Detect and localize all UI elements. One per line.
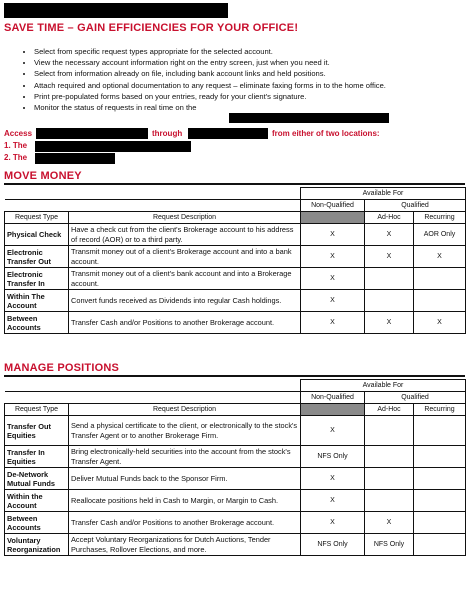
- list-item: • Print pre-populated forms based on your entries, ready for your client's signature.: [34, 91, 469, 102]
- request-type: Voluntary Reorganization: [5, 534, 69, 556]
- request-description: Deliver Mutual Funds back to the Sponsor Firm.: [69, 468, 301, 490]
- ad-hoc-value: X: [365, 224, 414, 246]
- move-money-table: [4, 187, 466, 334]
- recurring-value: [414, 490, 466, 512]
- request-type: Electronic Transfer In: [5, 268, 69, 290]
- table-row: [5, 534, 466, 556]
- request-type: Transfer Out Equities: [5, 416, 69, 446]
- request-type: Electronic Transfer Out: [5, 246, 69, 268]
- non-qualified-value: X: [301, 224, 365, 246]
- request-description: Transmit money out of a client's bank account and into a Brokerage account.: [69, 268, 301, 290]
- col-request-type: Request Type: [5, 404, 69, 416]
- recurring-value: X: [414, 312, 466, 334]
- location-2: 2. The: [4, 153, 28, 162]
- request-type: Between Accounts: [5, 312, 69, 334]
- redaction-bar: [229, 113, 389, 123]
- ad-hoc-value: [365, 416, 414, 446]
- access-through-word: through: [152, 129, 183, 138]
- recurring-value: [414, 290, 466, 312]
- access-through: [152, 129, 182, 138]
- table-row: [5, 512, 466, 534]
- recurring-value: [414, 468, 466, 490]
- table-row: [5, 416, 466, 446]
- request-description: Have a check cut from the client's Brokerage account to his address of record (AOR) or to a third party.: [69, 224, 301, 246]
- blank-cell: [5, 200, 301, 212]
- request-type: Transfer In Equities: [5, 446, 69, 468]
- non-qualified-value: NFS Only: [301, 534, 365, 556]
- non-qualified-value: X: [301, 246, 365, 268]
- section-rule: [4, 183, 465, 185]
- col-recurring: Recurring: [414, 212, 466, 224]
- ad-hoc-value: [365, 490, 414, 512]
- recurring-value: [414, 446, 466, 468]
- col-request-type: Request Type: [5, 212, 69, 224]
- col-ad-hoc: Ad-Hoc: [365, 404, 414, 416]
- redaction-bar: [35, 141, 191, 152]
- blank-cell: [5, 380, 301, 392]
- recurring-value: X: [414, 246, 466, 268]
- non-qualified-value: X: [301, 312, 365, 334]
- redaction-bar: [35, 153, 115, 164]
- non-qualified-value: X: [301, 490, 365, 512]
- non-qualified-header: Non-Qualified: [301, 200, 365, 212]
- list-item: • View the necessary account information right on the entry screen, just when you need it.: [34, 57, 469, 68]
- section-heading-move-money: MOVE MONEY: [4, 170, 82, 182]
- non-qualified-value: NFS Only: [301, 446, 365, 468]
- table-row: [5, 224, 466, 246]
- ad-hoc-value: [365, 290, 414, 312]
- col-request-description: Request Description: [69, 212, 301, 224]
- col-request-description: Request Description: [69, 404, 301, 416]
- table-row: [5, 290, 466, 312]
- list-item: [34, 102, 469, 113]
- table-row: [5, 446, 466, 468]
- non-qualified-value: X: [301, 512, 365, 534]
- col-recurring: Recurring: [414, 404, 466, 416]
- access-suffix: [272, 129, 380, 138]
- request-type: Physical Check: [5, 224, 69, 246]
- ad-hoc-value: X: [365, 312, 414, 334]
- recurring-value: [414, 512, 466, 534]
- col-ad-hoc: Ad-Hoc: [365, 212, 414, 224]
- list-item: • Select from information already on file, including bank account links and held positions.: [34, 68, 469, 79]
- list-item: • Select from specific request types appropriate for the selected account.: [34, 46, 469, 57]
- recurring-value: AOR Only: [414, 224, 466, 246]
- table-row: [5, 312, 466, 334]
- section-rule: [4, 375, 465, 377]
- bullet-text: Monitor the status of requests in real time on the: [34, 103, 197, 113]
- available-for-header: Available For: [301, 380, 466, 392]
- redaction-bar: [36, 128, 148, 139]
- gray-cell: [301, 404, 365, 416]
- access-line: [4, 129, 32, 138]
- non-qualified-value: X: [301, 468, 365, 490]
- request-description: Convert funds received as Dividends into regular Cash holdings.: [69, 290, 301, 312]
- ad-hoc-value: [365, 268, 414, 290]
- qualified-header: Qualified: [365, 392, 466, 404]
- request-type: Within the Account: [5, 490, 69, 512]
- recurring-value: [414, 416, 466, 446]
- non-qualified-value: X: [301, 268, 365, 290]
- blank-cell: [5, 188, 301, 200]
- qualified-header: Qualified: [365, 200, 466, 212]
- ad-hoc-value: X: [365, 246, 414, 268]
- ad-hoc-value: [365, 468, 414, 490]
- list-item: • Attach required and optional documentation to any request – eliminate faxing forms in to the home office.: [34, 80, 469, 91]
- feature-bullet-list: [22, 46, 469, 113]
- blank-cell: [5, 392, 301, 404]
- access-suffix-text: from either of two locations:: [272, 129, 380, 138]
- request-type: Within The Account: [5, 290, 69, 312]
- redaction-bar: [4, 3, 228, 18]
- recurring-value: [414, 534, 466, 556]
- manage-positions-table: [4, 379, 466, 556]
- request-description: Bring electronically-held securities into the account from the stock's Transfer Agent.: [69, 446, 301, 468]
- recurring-value: [414, 268, 466, 290]
- request-description: Transmit money out of a client's Brokerage account and into a bank account.: [69, 246, 301, 268]
- request-type: De-Network Mutual Funds: [5, 468, 69, 490]
- request-description: Reallocate positions held in Cash to Margin, or Margin to Cash.: [69, 490, 301, 512]
- access-word: Access: [4, 129, 33, 138]
- request-description: Accept Voluntary Reorganizations for Dutch Auctions, Tender Purchases, Rollover Elections, and more.: [69, 534, 301, 556]
- request-description: Transfer Cash and/or Positions to another Brokerage account.: [69, 512, 301, 534]
- redaction-bar: [188, 128, 268, 139]
- table-row: [5, 468, 466, 490]
- section-heading-manage-positions: MANAGE POSITIONS: [4, 362, 120, 374]
- table-row: [5, 268, 466, 290]
- non-qualified-value: X: [301, 290, 365, 312]
- ad-hoc-value: NFS Only: [365, 534, 414, 556]
- non-qualified-value: X: [301, 416, 365, 446]
- table-row: [5, 490, 466, 512]
- table-row: [5, 246, 466, 268]
- location-1: 1. The: [4, 141, 28, 150]
- ad-hoc-value: X: [365, 512, 414, 534]
- gray-cell: [301, 212, 365, 224]
- request-description: Send a physical certificate to the client, or electronically to the stock's Transfer Agent or to another Brokerage Firm.: [69, 416, 301, 446]
- request-description: Transfer Cash and/or Positions to another Brokerage account.: [69, 312, 301, 334]
- non-qualified-header: Non-Qualified: [301, 392, 365, 404]
- page-title: SAVE TIME – GAIN EFFICIENCIES FOR YOUR OFFICE!: [4, 22, 299, 34]
- ad-hoc-value: [365, 446, 414, 468]
- request-type: Between Accounts: [5, 512, 69, 534]
- available-for-header: Available For: [301, 188, 466, 200]
